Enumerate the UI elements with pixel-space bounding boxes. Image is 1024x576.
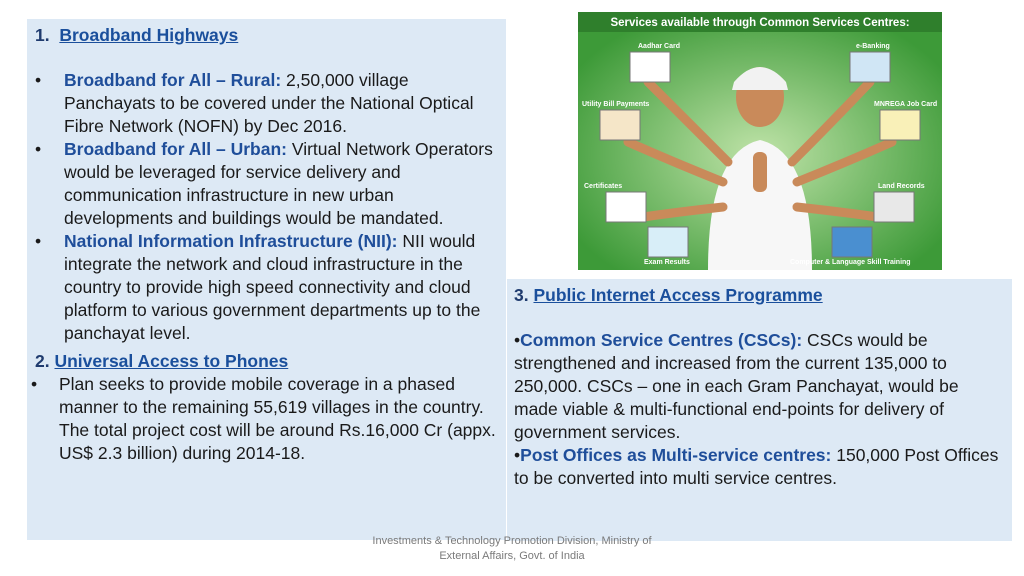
- footer-line-2: External Affairs, Govt. of India: [439, 550, 585, 562]
- section-3-heading: [514, 283, 1000, 307]
- broadband-panel: [27, 19, 506, 540]
- phones-bullet-list: [31, 373, 496, 465]
- section-2-number: 2.: [35, 351, 50, 371]
- bullet-icon: •: [31, 374, 38, 394]
- spacer: [514, 307, 1000, 329]
- section-1-title-link[interactable]: Broadband Highways: [59, 25, 239, 45]
- bullet-icon: •: [35, 70, 42, 90]
- public-internet-panel: [507, 279, 1012, 541]
- section-2-title-link[interactable]: Universal Access to Phones: [54, 351, 289, 371]
- footer-line-1: Investments & Technology Promotion Division, Ministry of: [372, 535, 652, 547]
- section-2-heading: [35, 349, 496, 373]
- list-item: • National Information Infrastructure (NII): NII would integrate the network and cloud infrastructure in the country to provide high speed connectivity and cloud platform to various government departments up to the panchayat level.: [35, 231, 481, 343]
- spacer: [35, 47, 496, 69]
- list-item: • Broadband for All – Rural: 2,50,000 village Panchayats to be covered under the National Optical Fibre Network (NOFN) by Dec 2016.: [35, 70, 474, 136]
- svg-text:MNREGA Job Card: MNREGA Job Card: [874, 101, 938, 108]
- svg-text:Land Records: Land Records: [878, 183, 925, 190]
- svg-text:Exam Results: Exam Results: [644, 259, 690, 266]
- footer: [352, 534, 672, 564]
- section-1-number: 1.: [35, 25, 50, 45]
- svg-text:Certificates: Certificates: [584, 183, 623, 190]
- svg-text:Utility Bill Payments: Utility Bill Payments: [582, 101, 650, 108]
- broadband-bullet-list: [35, 69, 496, 345]
- section-3-number: 3.: [514, 285, 529, 305]
- illustration-title: Services available through Common Services Centres:: [610, 17, 910, 29]
- section-3-title-link[interactable]: Public Internet Access Programme: [533, 285, 823, 305]
- list-item: • Plan seeks to provide mobile coverage in a phased manner to the remaining 55,619 villages in the country. The total project cost will be around Rs.16,000 Cr (appx. US$ 2.3 billion) during 2014-18.: [31, 374, 496, 463]
- bullet-icon: •: [514, 330, 521, 350]
- bullet-icon: •: [35, 231, 42, 251]
- list-item: • Broadband for All – Urban: Virtual Network Operators would be leveraged for service delivery and communication infrastructure in new urban developments and buildings would be mandated.: [35, 139, 493, 228]
- section-1-heading: [35, 23, 496, 47]
- person-hands: [753, 152, 767, 192]
- post-office-paragraph: •Post Offices as Multi-service centres: 150,000 Post Offices to be converted into multi service centres.: [514, 445, 999, 488]
- csc-illustration-svg: [578, 12, 942, 270]
- csc-paragraph: •Common Service Centres (CSCs): CSCs would be strengthened and increased from the current 135,000 to 250,000. CSCs – one in each Gram Panchayat, would be made viable & multi-functional end-points for delivery of government services.: [514, 330, 959, 442]
- svg-text:Aadhar Card: Aadhar Card: [638, 43, 681, 50]
- bullet-icon: •: [35, 139, 42, 159]
- bullet-icon: •: [514, 445, 521, 465]
- svg-text:e-Banking: e-Banking: [856, 43, 890, 50]
- svg-text:Computer & Language Skill Trai: Computer & Language Skill Training: [790, 259, 911, 266]
- csc-services-illustration: [578, 12, 942, 270]
